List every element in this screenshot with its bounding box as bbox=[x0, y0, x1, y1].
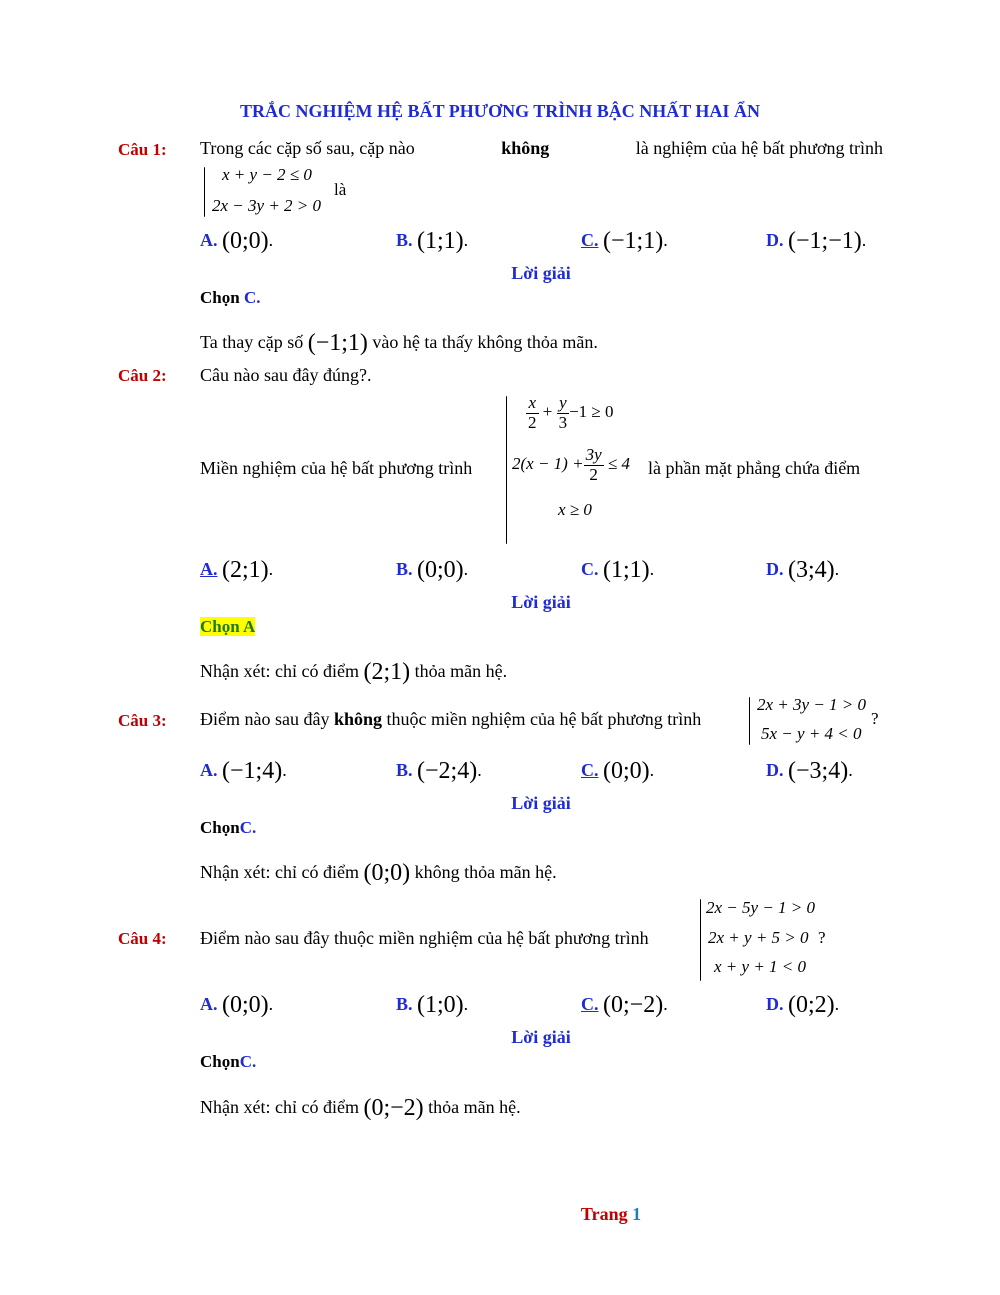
q1-choose: Chọn C. bbox=[200, 288, 261, 307]
q4-sys-line1: 2x − 5y − 1 > 0 bbox=[706, 898, 816, 917]
q2-option-b: B. (0;0). bbox=[396, 557, 469, 583]
q4-qmark: ? bbox=[818, 928, 826, 947]
q3-option-c: C. (0;0). bbox=[581, 758, 655, 784]
q2-sys-line2: 2(x − 1) + $\frac{3y}{2}$ ≤ 4 bbox=[512, 445, 630, 484]
q4-option-c: C. (0;−2). bbox=[581, 992, 668, 1018]
question-1-label: Câu 1: bbox=[118, 140, 167, 159]
q4-option-b: B. (1;0). bbox=[396, 992, 469, 1018]
q4-option-a: A. (0;0). bbox=[200, 992, 274, 1018]
brace-icon bbox=[700, 899, 701, 981]
q1-sys-line1: x + y − 2 ≤ 0 bbox=[222, 165, 312, 184]
q1-sys-line2: 2x − 3y + 2 > 0 bbox=[212, 196, 322, 215]
brace-icon bbox=[204, 167, 205, 217]
q1-solution-heading: Lời giải bbox=[511, 263, 571, 283]
q3-option-d: D. (−3;4). bbox=[766, 758, 853, 784]
q1-option-d: D. (−1;−1). bbox=[766, 228, 867, 254]
q1-text-bold: không bbox=[501, 138, 550, 158]
q2-sys-line1: $\frac{x}{2}$ + $\frac{y}{3}$ −1 ≥ 0 bbox=[528, 393, 614, 432]
q3-sys-line2: 5x − y + 4 < 0 bbox=[761, 724, 862, 743]
question-2-text: Câu nào sau đây đúng?. bbox=[200, 365, 372, 385]
q1-option-b: B. (1;1). bbox=[396, 228, 469, 254]
q1-text-a: Trong các cặp số sau, cặp nào bbox=[200, 138, 415, 158]
q2-text-b: là phần mặt phẳng chứa điểm bbox=[648, 458, 861, 478]
q4-solution-heading: Lời giải bbox=[511, 1027, 571, 1047]
q2-solution-heading: Lời giải bbox=[511, 592, 571, 612]
q2-explanation: Nhận xét: chỉ có điểm (2;1) thỏa mãn hệ. bbox=[200, 659, 508, 685]
question-3-text: Điểm nào sau đây không thuộc miền nghiệm của hệ bất phương trình bbox=[200, 709, 702, 729]
question-1-text bbox=[200, 138, 883, 159]
question-4-label: Câu 4: bbox=[118, 929, 167, 948]
q4-option-d: D. (0;2). bbox=[766, 992, 840, 1018]
q3-sys-line1: 2x + 3y − 1 > 0 bbox=[757, 695, 867, 714]
document-title: TRẮC NGHIỆM HỆ BẤT PHƯƠNG TRÌNH BẬC NHẤT HAI ẨN bbox=[240, 101, 760, 121]
question-4-text: Điểm nào sau đây thuộc miền nghiệm của hệ bất phương trình bbox=[200, 928, 649, 948]
q3-option-b: B. (−2;4). bbox=[396, 758, 482, 784]
q1-system bbox=[200, 163, 360, 223]
q1-option-a: A. (0;0). bbox=[200, 228, 274, 254]
q1-explanation: Ta thay cặp số (−1;1) vào hệ ta thấy không thỏa mãn. bbox=[200, 330, 598, 356]
q4-system bbox=[694, 895, 839, 985]
q2-system bbox=[500, 392, 650, 548]
question-2-label: Câu 2: bbox=[118, 366, 167, 385]
brace-icon bbox=[749, 697, 750, 745]
q3-qmark: ? bbox=[871, 709, 879, 728]
question-3-label: Câu 3: bbox=[118, 711, 167, 730]
q2-option-c: C. (1;1). bbox=[581, 557, 655, 583]
q2-sys-line3: x ≥ 0 bbox=[558, 500, 592, 519]
q2-option-a: A. (2;1). bbox=[200, 557, 274, 583]
q4-choose: ChọnC. bbox=[200, 1052, 257, 1071]
q3-solution-heading: Lời giải bbox=[511, 793, 571, 813]
q1-text-after: là bbox=[334, 180, 347, 199]
q2-choose: Chọn A bbox=[200, 617, 256, 636]
q1-text-b: là nghiệm của hệ bất phương trình bbox=[635, 138, 883, 158]
q4-explanation: Nhận xét: chỉ có điểm (0;−2) thỏa mãn hệ. bbox=[200, 1095, 521, 1121]
q4-sys-line3: x + y + 1 < 0 bbox=[714, 957, 807, 976]
q2-text-a: Miền nghiệm của hệ bất phương trình bbox=[200, 458, 473, 478]
q3-choose: ChọnC. bbox=[200, 818, 257, 837]
page-number: 1 bbox=[632, 1204, 642, 1224]
q2-option-d: D. (3;4). bbox=[766, 557, 840, 583]
q3-system bbox=[745, 693, 885, 751]
q3-explanation: Nhận xét: chỉ có điểm (0;0) không thỏa mãn hệ. bbox=[200, 860, 557, 886]
page-label: Trang bbox=[580, 1204, 628, 1224]
q4-sys-line2: 2x + y + 5 > 0 bbox=[708, 928, 809, 947]
q1-option-c: C. (−1;1). bbox=[581, 228, 668, 254]
brace-icon bbox=[506, 396, 507, 544]
page-footer bbox=[0, 1204, 1000, 1225]
q3-option-a: A. (−1;4). bbox=[200, 758, 287, 784]
